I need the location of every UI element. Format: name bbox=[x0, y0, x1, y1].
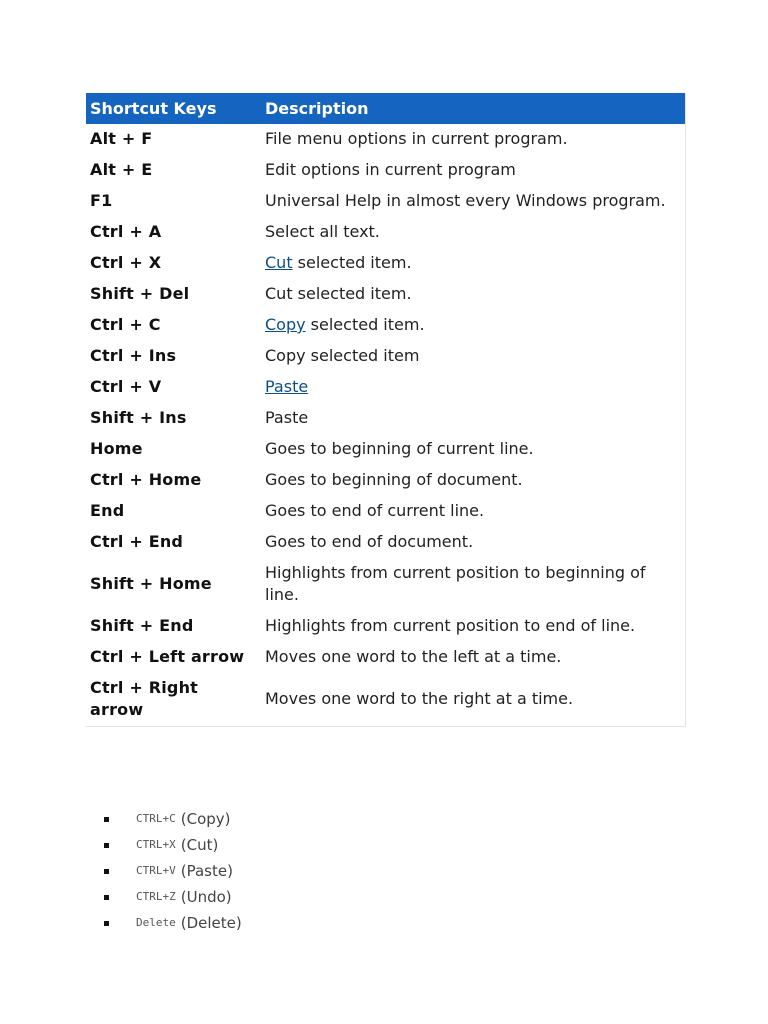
table-row bbox=[86, 611, 685, 642]
shortcut-description bbox=[261, 434, 685, 465]
shortcut-key: Alt + E bbox=[90, 160, 153, 179]
key-combo bbox=[136, 860, 176, 882]
table-row bbox=[86, 248, 685, 279]
shortcut-key: Ctrl + Ins bbox=[90, 346, 177, 365]
description-text: Goes to beginning of document. bbox=[265, 470, 523, 489]
description-text: Universal Help in almost every Windows program. bbox=[265, 191, 666, 210]
paste-link[interactable]: Paste bbox=[265, 377, 309, 396]
description-text: Highlights from current position to end of line. bbox=[265, 616, 636, 635]
description-text: Goes to beginning of current line. bbox=[265, 439, 534, 458]
description-text: Moves one word to the left at a time. bbox=[265, 647, 562, 666]
table-row bbox=[86, 465, 685, 496]
key-combo-text: CTRL+C bbox=[136, 812, 176, 825]
action-label: (Undo) bbox=[180, 888, 232, 906]
square-bullet-icon bbox=[104, 921, 109, 926]
shortcut-key: Shift + Home bbox=[90, 574, 212, 593]
shortcut-key: Shift + Del bbox=[90, 284, 190, 303]
shortcut-key: Ctrl + Right arrow bbox=[90, 678, 199, 719]
shortcut-description bbox=[261, 642, 685, 673]
shortcut-description bbox=[261, 403, 685, 434]
shortcut-description bbox=[261, 527, 685, 558]
table-row bbox=[86, 527, 685, 558]
shortcut-description bbox=[261, 186, 685, 217]
shortcut-table-container bbox=[86, 93, 686, 727]
action-label: (Delete) bbox=[180, 914, 242, 932]
key-combo-text: CTRL+X bbox=[136, 838, 176, 851]
list-item bbox=[104, 884, 242, 910]
shortcut-key: Shift + End bbox=[90, 616, 194, 635]
cut-link[interactable]: Cut bbox=[265, 253, 293, 272]
action-label: (Copy) bbox=[180, 810, 231, 828]
table-row bbox=[86, 496, 685, 527]
description-text: Copy selected item bbox=[265, 346, 420, 365]
key-combo bbox=[136, 834, 176, 856]
table-row bbox=[86, 372, 685, 403]
shortcut-bullet-list bbox=[104, 806, 242, 936]
shortcut-description bbox=[261, 155, 685, 186]
description-text: Goes to end of document. bbox=[265, 532, 474, 551]
shortcut-description bbox=[261, 496, 685, 527]
shortcut-table bbox=[86, 93, 685, 726]
square-bullet-icon bbox=[104, 817, 109, 822]
action-label: (Paste) bbox=[180, 862, 233, 880]
shortcut-key: Alt + F bbox=[90, 129, 153, 148]
key-combo bbox=[136, 886, 176, 908]
table-header-row bbox=[86, 93, 685, 124]
key-combo-text: CTRL+Z bbox=[136, 890, 176, 903]
list-item bbox=[104, 910, 242, 936]
table-row bbox=[86, 186, 685, 217]
shortcut-key: Ctrl + V bbox=[90, 377, 162, 396]
shortcut-description bbox=[261, 310, 685, 341]
square-bullet-icon bbox=[104, 869, 109, 874]
shortcut-description bbox=[261, 611, 685, 642]
action-label: (Cut) bbox=[180, 836, 219, 854]
list-item bbox=[104, 832, 242, 858]
shortcut-description bbox=[261, 465, 685, 496]
shortcut-description bbox=[261, 558, 685, 611]
table-row bbox=[86, 642, 685, 673]
description-text: Moves one word to the right at a time. bbox=[265, 689, 574, 708]
key-combo-text: CTRL+V bbox=[136, 864, 176, 877]
description-text: Goes to end of current line. bbox=[265, 501, 485, 520]
shortcut-description bbox=[261, 673, 685, 726]
description-text: Paste bbox=[265, 408, 309, 427]
description-text: Highlights from current position to beginning of line. bbox=[265, 563, 646, 604]
key-combo bbox=[136, 912, 176, 934]
table-row bbox=[86, 434, 685, 465]
description-text: File menu options in current program. bbox=[265, 129, 568, 148]
shortcut-key: Ctrl + A bbox=[90, 222, 162, 241]
key-combo-text: Delete bbox=[136, 916, 176, 929]
shortcut-description bbox=[261, 279, 685, 310]
list-item bbox=[104, 858, 242, 884]
shortcut-description bbox=[261, 217, 685, 248]
description-text: selected item. bbox=[292, 253, 412, 272]
shortcut-key: Ctrl + End bbox=[90, 532, 184, 551]
shortcut-description bbox=[261, 341, 685, 372]
header-description: Description bbox=[265, 99, 369, 118]
square-bullet-icon bbox=[104, 895, 109, 900]
description-text: selected item. bbox=[305, 315, 425, 334]
table-row bbox=[86, 341, 685, 372]
description-text: Select all text. bbox=[265, 222, 380, 241]
shortcut-key: End bbox=[90, 501, 125, 520]
shortcut-key: F1 bbox=[90, 191, 113, 210]
shortcut-key: Home bbox=[90, 439, 143, 458]
table-row bbox=[86, 673, 685, 726]
key-combo bbox=[136, 808, 176, 830]
table-row bbox=[86, 558, 685, 611]
shortcut-description bbox=[261, 124, 685, 155]
header-shortcut-keys: Shortcut Keys bbox=[90, 99, 217, 118]
table-row bbox=[86, 217, 685, 248]
shortcut-key: Shift + Ins bbox=[90, 408, 187, 427]
shortcut-key: Ctrl + X bbox=[90, 253, 162, 272]
table-row bbox=[86, 155, 685, 186]
square-bullet-icon bbox=[104, 843, 109, 848]
list-item bbox=[104, 806, 242, 832]
table-row bbox=[86, 124, 685, 155]
shortcut-key: Ctrl + Left arrow bbox=[90, 647, 245, 666]
table-row bbox=[86, 310, 685, 341]
table-row bbox=[86, 403, 685, 434]
shortcut-key: Ctrl + C bbox=[90, 315, 161, 334]
description-text: Edit options in current program bbox=[265, 160, 516, 179]
shortcut-description bbox=[261, 248, 685, 279]
shortcut-description bbox=[261, 372, 685, 403]
table-row bbox=[86, 279, 685, 310]
copy-link[interactable]: Copy bbox=[265, 315, 306, 334]
description-text: Cut selected item. bbox=[265, 284, 412, 303]
shortcut-key: Ctrl + Home bbox=[90, 470, 202, 489]
